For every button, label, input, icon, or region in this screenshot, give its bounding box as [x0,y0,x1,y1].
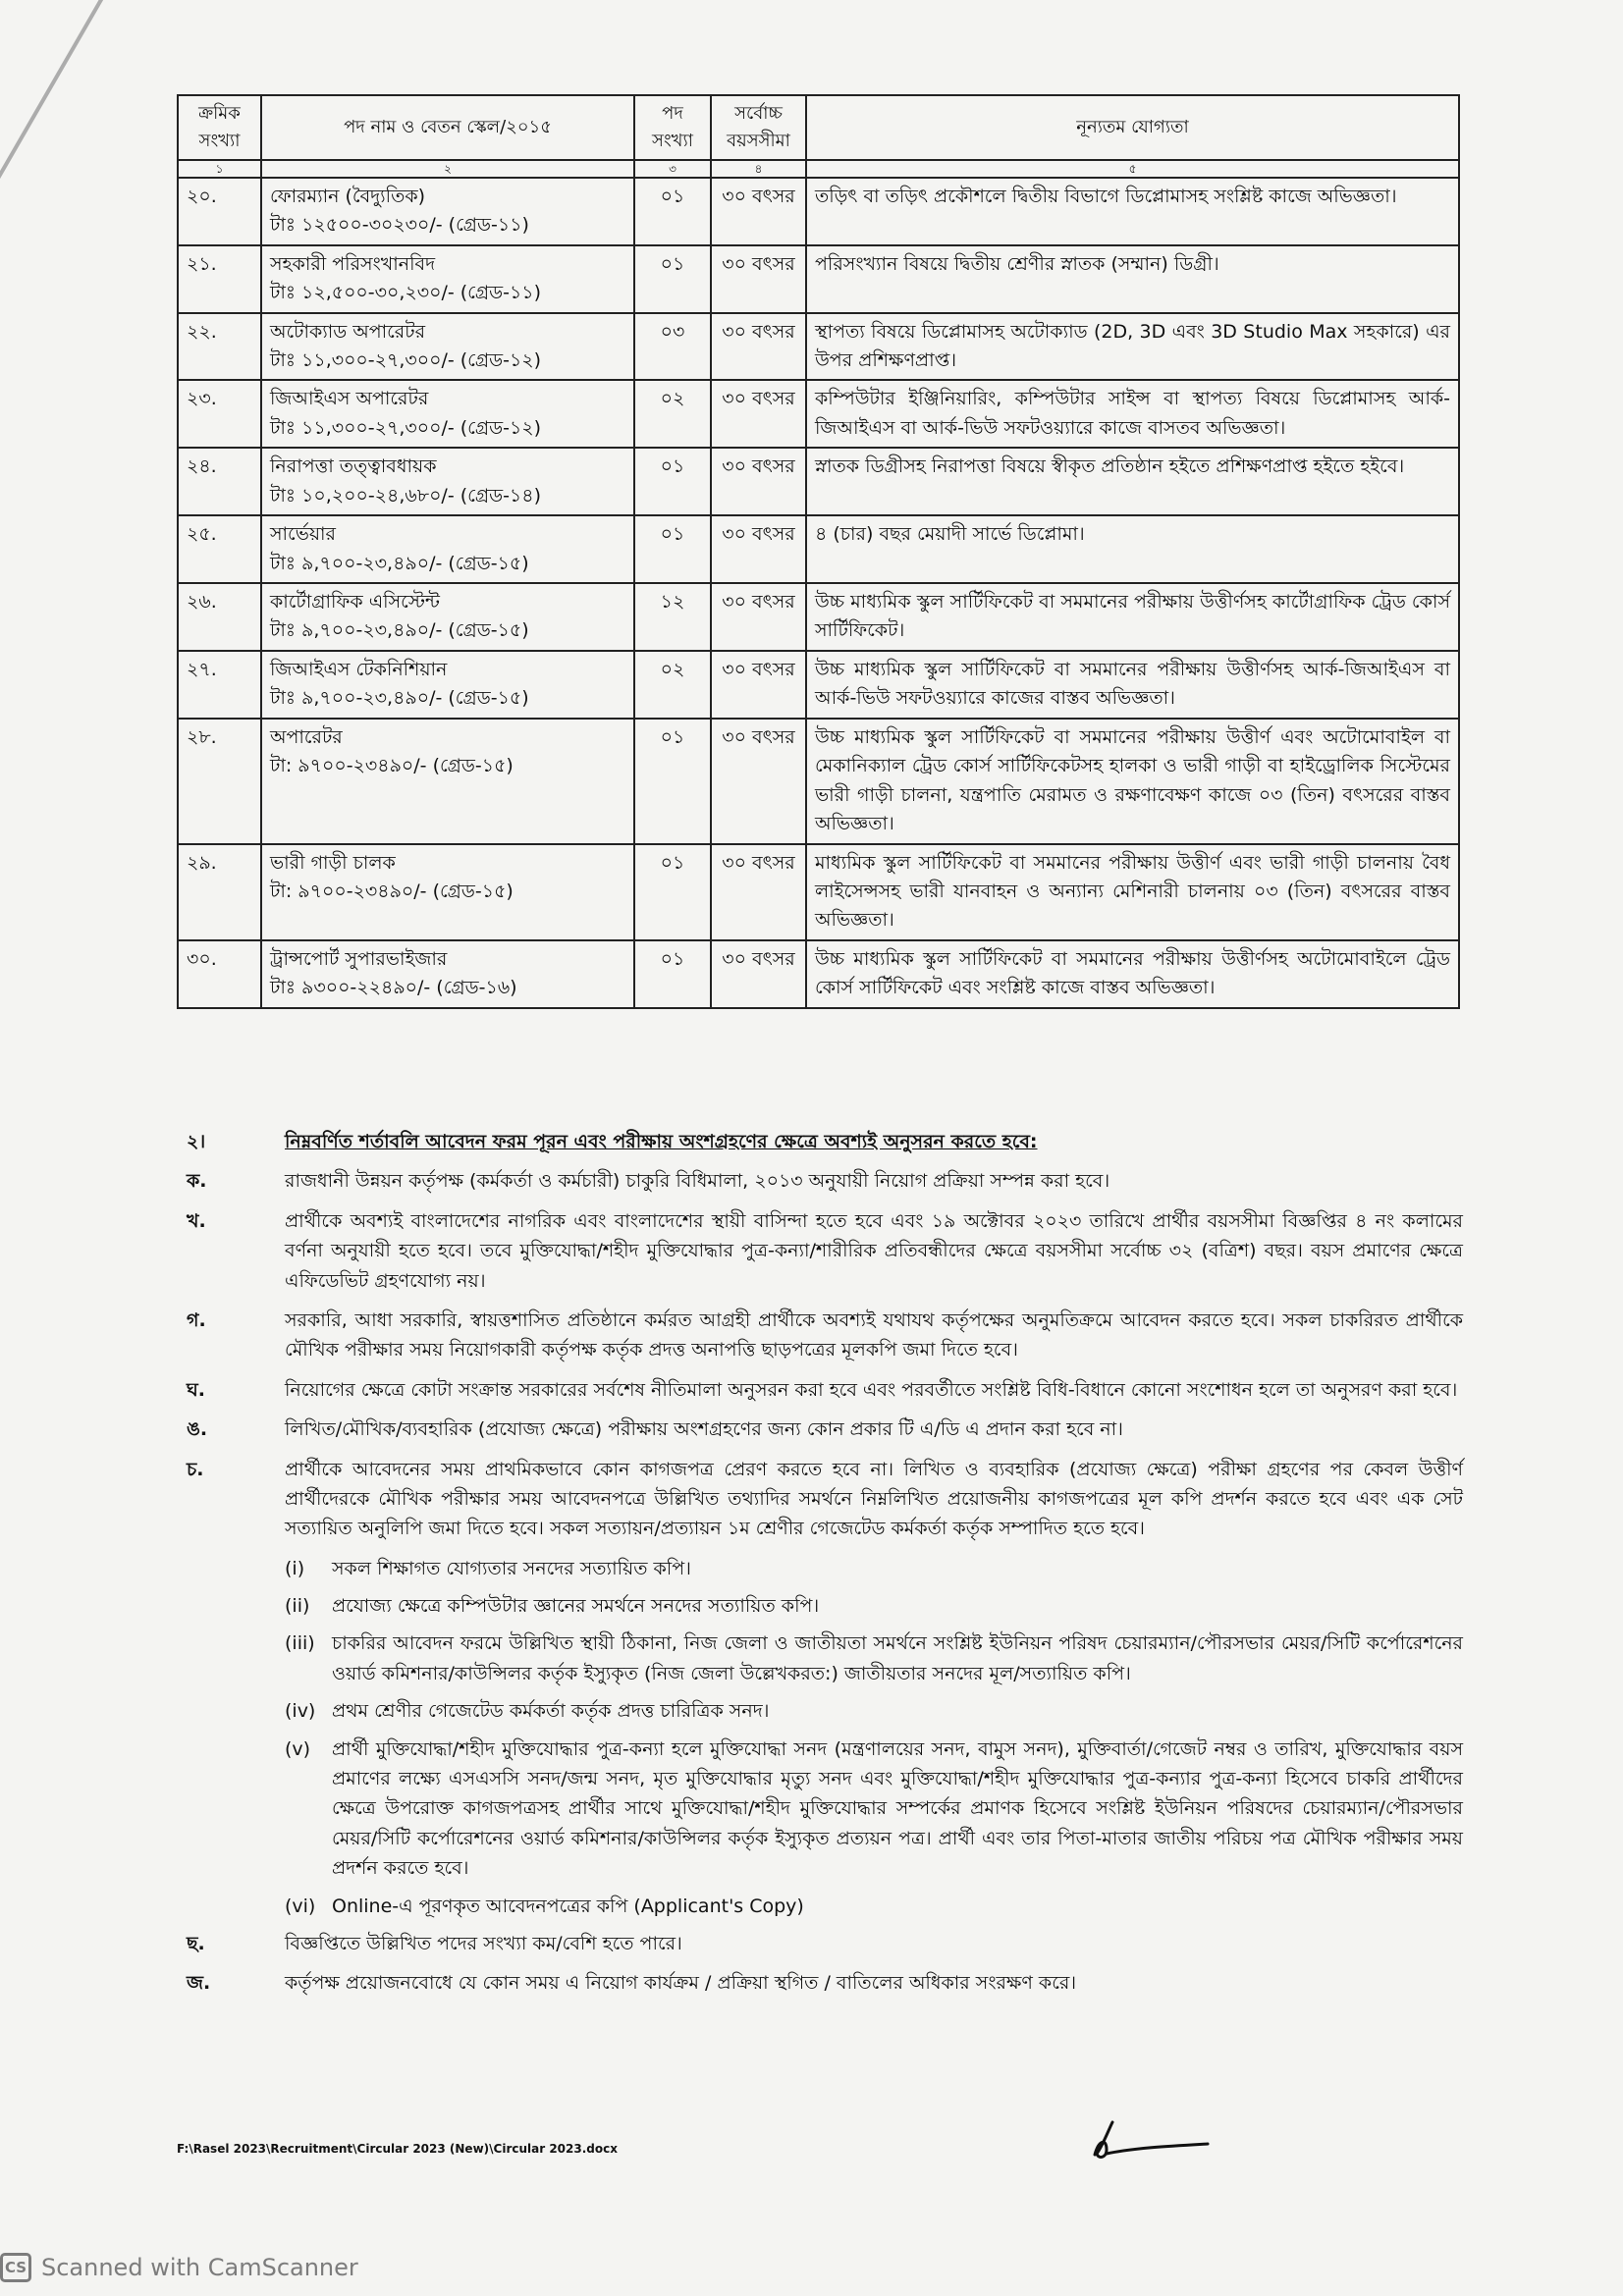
document-item-label: (ii) [285,1595,310,1618]
row-qualification: মাধ্যমিক স্কুল সার্টিফিকেট বা সমমানের পরীক্ষায় উত্তীর্ণ এবং ভারী গাড়ী চালনায় বৈধ লাইসেন্সসহ ভারী যানবাহন ও অন্যান্য মেশিনারী চালনায় ০৩ (তিন) বৎসরের বাস্তব অভিজ্ঞতা। [806,844,1459,940]
row-qualification: উচ্চ মাধ্যমিক স্কুল সার্টিফিকেট বা সমমানের পরীক্ষায় উত্তীর্ণ এবং অটোমোবাইল বা মেকানিক্যাল ট্রেড কোর্স সার্টিফিকেটসহ হালকা ও ভারী গাড়ী বা হাইড্রোলিক সিস্টেমের ভারী গাড়ী চালনা, যন্ত্রপাতি মেরামত ও রক্ষণাবেক্ষণ কাজে ০৩ (তিন) বৎসরের বাস্তব অভিজ্ঞতা। [806,719,1459,844]
row-age-limit: ৩০ বৎসর [711,515,806,583]
condition-item-text: প্রার্থীকে আবেদনের সময় প্রাথমিকভাবে কোন কাগজপত্র প্রেরণ করতে হবে না। লিখিত ও ব্যবহারিক (প্রযোজ্য ক্ষেত্রে) পরীক্ষা গ্রহণের পর কেবল উত্তীর্ণ প্রার্থীদেরকে মৌখিক পরীক্ষার সময় আবেদনপত্রে উল্লিখিত তথ্যাদির সমর্থনে নিম্নলিখিত প্রয়োজনীয় কাগজপত্রের মূল কপি প্রদর্শন করতে হবে এবং এক সেট সত্যায়িত অনুলিপি জমা দিতে হবে। সকল সত্যায়ন/প্রত্যায়ন ১ম শ্রেণীর গেজেটেড কর্মকর্তা কর্তৃক সম্পাদিত হতে হবে। [285,1458,1463,1540]
row-age-limit: ৩০ বৎসর [711,651,806,719]
table-row [178,380,1459,448]
row-post-name: জিআইএস টেকনিশিয়ান [270,658,448,680]
row-pay-scale: টাঃ ১১,৩০০-২৭,৩০০/- (গ্রেড-১২) [270,348,542,371]
row-qualification: পরিসংখ্যান বিষয়ে দ্বিতীয় শ্রেণীর স্নাতক (সম্মান) ডিগ্রী। [806,245,1459,313]
row-age-limit: ৩০ বৎসর [711,380,806,448]
row-post-count: ০১ [634,844,711,940]
row-post-cell [261,448,634,515]
row-age-limit: ৩০ বৎসর [711,245,806,313]
row-post-name: কার্টোগ্রাফিক এসিস্টেন্ট [270,591,440,614]
row-post-name: ট্রান্সপোর্ট সুপারভাইজার [270,947,448,970]
row-age-limit: ৩০ বৎসর [711,448,806,515]
document-item [285,1696,1463,1726]
condition-item [187,1206,1463,1296]
scanner-watermark [0,2248,358,2287]
column-number: ৫ [806,160,1459,178]
row-post-name: নিরাপত্তা তত্ত্বাবধায়ক [270,455,437,478]
condition-item [187,1375,1463,1405]
row-post-name: ভারী গাড়ী চালক [270,851,396,874]
row-age-limit: ৩০ বৎসর [711,940,806,1008]
row-serial: ২৮. [178,719,261,844]
posts-table-body [178,178,1459,1008]
condition-list-tail [187,1929,1463,1999]
row-post-cell [261,178,634,245]
row-pay-scale: টা: ৯৭০০-২৩৪৯০/- (গ্রেড-১৫) [270,755,514,777]
row-qualification: উচ্চ মাধ্যমিক স্কুল সার্টিফিকেট বা সমমানের পরীক্ষায় উত্তীর্ণসহ অটোমোবাইলে ট্রেড কোর্স সার্টিফিকেট এবং সংশ্লিষ্ট কাজে বাস্তব অভিজ্ঞতা। [806,940,1459,1008]
document-item-text: সকল শিক্ষাগত যোগ্যতার সনদের সত্যায়িত কপি। [332,1557,691,1579]
row-post-count: ০১ [634,719,711,844]
condition-item [187,1929,1463,1958]
row-serial: ২১. [178,245,261,313]
document-list [285,1554,1463,1921]
column-number: ৪ [711,160,806,178]
document-item-text: চাকরির আবেদন ফরমে উল্লিখিত স্থায়ী ঠিকানা, নিজ জেলা ও জাতীয়তা সমর্থনে সংশ্লিষ্ট ইউনিয়ন পরিষদ চেয়ারম্যান/পৌরসভার মেয়র/সিটি কর্পোরেশনের ওয়ার্ড কমিশনার/কাউন্সিলর কর্তৃক ইস্যুকৃত (নিজ জেলা উল্লেখকরত:) জাতীয়তার সনদের মূল/সত্যায়িত কপি। [332,1632,1463,1684]
row-post-count: ০২ [634,651,711,719]
row-serial: ২২. [178,313,261,381]
row-qualification: উচ্চ মাধ্যমিক স্কুল সার্টিফিকেট বা সমমানের পরীক্ষায় উত্তীর্ণসহ কার্টোগ্রাফিক ট্রেড কোর্স সার্টিফিকেট। [806,583,1459,651]
row-post-count: ০১ [634,940,711,1008]
document-item [285,1554,1463,1583]
condition-item [187,1306,1463,1365]
file-path: F:\Rasel 2023\Recruitment\Circular 2023 (New)\Circular 2023.docx [177,2142,618,2156]
column-number: ২ [261,160,634,178]
table-row [178,651,1459,719]
condition-item [187,1415,1463,1444]
table-row [178,719,1459,844]
condition-list [187,1166,1463,1543]
row-post-count: ০১ [634,178,711,245]
document-item-label: (i) [285,1557,305,1579]
header-count: পদ সংখ্যা [634,95,711,160]
condition-item-label: ঙ. [187,1418,208,1441]
row-qualification: স্নাতক ডিগ্রীসহ নিরাপত্তা বিষয়ে স্বীকৃত প্রতিষ্ঠান হইতে প্রশিক্ষণপ্রাপ্ত হইতে হইবে। [806,448,1459,515]
table-row [178,178,1459,245]
conditions-heading-row [187,1127,1463,1156]
condition-item-text: কর্তৃপক্ষ প্রয়োজনবোধে যে কোন সময় এ নিয়োগ কার্যক্রম / প্রক্রিয়া স্থগিত / বাতিলের অধিকার সংরক্ষণ করে। [285,1972,1077,1995]
row-post-cell [261,380,634,448]
section-number: ২। [187,1131,206,1152]
document-item-text: প্রযোজ্য ক্ষেত্রে কম্পিউটার জ্ঞানের সমর্থনে সনদের সত্যায়িত কপি। [332,1595,820,1618]
document-item-text: Online-এ পূরণকৃত আবেদনপত্রের কপি (Applicant's Copy) [332,1895,804,1917]
row-post-count: ০২ [634,380,711,448]
row-post-cell [261,515,634,583]
row-serial: ২৭. [178,651,261,719]
condition-item-label: খ. [187,1209,206,1232]
row-post-cell [261,651,634,719]
row-qualification: তড়িৎ বা তড়িৎ প্রকৌশলে দ্বিতীয় বিভাগে ডিপ্লোমাসহ সংশ্লিষ্ট কাজে অভিজ্ঞতা। [806,178,1459,245]
conditions-heading: নিম্নবর্ণিত শর্তাবলি আবেদন ফরম পূরন এবং পরীক্ষায় অংশগ্রহণের ক্ষেত্রে অবশ্যই অনুসরন করতে হবে: [285,1131,1038,1152]
condition-item-label: ঘ. [187,1378,205,1401]
condition-item-text: সরকারি, আধা সরকারি, স্বায়ত্তশাসিত প্রতিষ্ঠানে কর্মরত আগ্রহী প্রার্থীকে অবশ্যই যথাযথ কর্তৃপক্ষের অনুমতিক্রমে আবেদন করতে হবে। সকল চাকরিরত প্রার্থীকে মৌখিক পরীক্ষার সময় নিয়োগকারী কর্তৃপক্ষ কর্তৃক প্রদত্ত অনাপত্তি ছাড়পত্রের মূলকপি জমা দিতে হবে। [285,1308,1463,1362]
conditions-section [187,1127,1463,2008]
posts-table [177,94,1460,1009]
table-row [178,515,1459,583]
row-pay-scale: টাঃ ৯৩০০-২২৪৯০/- (গ্রেড-১৬) [270,977,517,999]
row-age-limit: ৩০ বৎসর [711,719,806,844]
header-age: সর্বোচ্চ বয়সসীমা [711,95,806,160]
condition-item-label: চ. [187,1458,204,1480]
condition-item-text: প্রার্থীকে অবশ্যই বাংলাদেশের নাগরিক এবং বাংলাদেশের স্থায়ী বাসিন্দা হতে হবে এবং ১৯ অক্টোবর ২০২৩ তারিখে প্রার্থীর বয়সসীমা বিজ্ঞপ্তির ৪ নং কলামের বর্ণনা অনুযায়ী হতে হবে। তবে মুক্তিযোদ্ধা/শহীদ মুক্তিযোদ্ধার পুত্র-কন্যা/শারীরিক প্রতিবন্ধীদের ক্ষেত্রে বয়সসীমা সর্বোচ্চ ৩২ (বত্রিশ) বছর। বয়স প্রমাণের ক্ষেত্রে এফিডেভিট গ্রহণযোগ্য নয়। [285,1209,1463,1292]
header-qualification: নূন্যতম যোগ্যতা [806,95,1459,160]
document-item-label: (v) [285,1737,311,1760]
row-post-name: জিআইএস অপারেটর [270,388,429,410]
row-post-cell [261,719,634,844]
row-pay-scale: টাঃ ১০,২০০-২৪,৬৮০/- (গ্রেড-১৪) [270,484,541,507]
document-item-label: (iv) [285,1700,316,1723]
row-qualification: কম্পিউটার ইঞ্জিনিয়ারিং, কম্পিউটার সাইন্স বা স্থাপত্য বিষয়ে ডিপ্লোমাসহ আর্ক-জিআইএস বা আর্ক-ভিউ সফটওয়্যারে কাজে বাসতব অভিজ্ঞতা। [806,380,1459,448]
condition-item-label: ছ. [187,1932,205,1954]
row-post-cell [261,940,634,1008]
row-qualification: ৪ (চার) বছর মেয়াদী সার্ভে ডিপ্লোমা। [806,515,1459,583]
row-serial: ২৫. [178,515,261,583]
row-serial: ৩০. [178,940,261,1008]
condition-item-label: গ. [187,1308,206,1331]
signature [1085,2110,1213,2169]
row-qualification: উচ্চ মাধ্যমিক স্কুল সার্টিফিকেট বা সমমানের পরীক্ষায় উত্তীর্ণসহ আর্ক-জিআইএস বা আর্ক-ভিউ সফটওয়্যারে কাজের বাস্তব অভিজ্ঞতা। [806,651,1459,719]
row-age-limit: ৩০ বৎসর [711,178,806,245]
row-post-name: ফোরম্যান (বৈদ্যুতিক) [270,185,426,207]
row-serial: ২৩. [178,380,261,448]
condition-item-text: বিজ্ঞপ্তিতে উল্লিখিত পদের সংখ্যা কম/বেশি হতে পারে। [285,1932,682,1954]
table-header-row [178,95,1459,160]
row-post-count: ০১ [634,448,711,515]
table-row [178,844,1459,940]
condition-item-text: নিয়োগের ক্ষেত্রে কোটা সংক্রান্ত সরকারের সর্বশেষ নীতিমালা অনুসরন করা হবে এবং পরবর্তীতে সংশ্লিষ্ট বিধি-বিধানে কোনো সংশোধন হলে তা অনুসরণ করা হবে। [285,1378,1458,1401]
row-post-cell [261,583,634,651]
condition-item-label: জ. [187,1972,211,1995]
column-number-row [178,160,1459,178]
table-row [178,448,1459,515]
table-row [178,583,1459,651]
row-pay-scale: টাঃ ১২,৫০০-৩০,২৩০/- (গ্রেড-১১) [270,282,542,304]
row-post-cell [261,313,634,381]
condition-item-text: লিখিত/মৌখিক/ব্যবহারিক (প্রযোজ্য ক্ষেত্রে) পরীক্ষায় অংশগ্রহণের জন্য কোন প্রকার টি এ/ডি এ প্রদান করা হবে না। [285,1418,1123,1441]
condition-item [187,1455,1463,1544]
row-post-count: ০১ [634,515,711,583]
table-row [178,313,1459,381]
row-post-name: সহকারী পরিসংখানবিদ [270,252,436,275]
document-item [285,1892,1463,1921]
row-age-limit: ৩০ বৎসর [711,583,806,651]
table-row [178,245,1459,313]
condition-item [187,1166,1463,1196]
scan-edge-mark [0,0,112,292]
row-pay-scale: টাঃ ১১,৩০০-২৭,৩০০/- (গ্রেড-১২) [270,416,542,439]
column-number: ৩ [634,160,711,178]
document-item-text: প্রার্থী মুক্তিযোদ্ধা/শহীদ মুক্তিযোদ্ধার পুত্র-কন্যা হলে মুক্তিযোদ্ধা সনদ (মন্ত্রণালয়ের সনদ, বামুস সনদ), মুক্তিবার্তা/গেজেট নম্বর ও তারিখ, মুক্তিযোদ্ধার বয়স প্রমাণের লক্ষ্যে এসএসসি সনদ/জন্ম সনদ, মৃত মুক্তিযোদ্ধার মৃত্যু সনদ এবং মুক্তিযোদ্ধা/শহীদ মুক্তিযোদ্ধার পুত্র-কন্যার পুত্র-কন্যা হিসেবে চাকরি প্রার্থীদের ক্ষেত্রে উপরোক্ত কাগজপত্রসহ প্রার্থীর সাথে মুক্তিযোদ্ধা/শহীদ মুক্তিযোদ্ধার সম্পর্কের প্রমাণক হিসেবে সংশ্লিষ্ট ইউনিয়ন পরিষদের চেয়ারম্যান/পৌরসভার মেয়র/সিটি কর্পোরেশনের ওয়ার্ড কমিশনার/কাউন্সিলর কর্তৃক ইস্যুকৃত প্রত্যয়ন পত্র। প্রার্থী এবং তার পিতা-মাতার জাতীয় পরিচয় পত্র মৌখিক পরীক্ষার সময় প্রদর্শন করতে হবে। [332,1737,1463,1880]
document-item-label: (iii) [285,1632,315,1655]
row-pay-scale: টাঃ ৯,৭০০-২৩,৪৯০/- (গ্রেড-১৫) [270,619,529,642]
row-post-count: ০১ [634,245,711,313]
row-pay-scale: টাঃ ৯,৭০০-২৩,৪৯০/- (গ্রেড-১৫) [270,687,529,710]
header-serial: ক্রমিক সংখ্যা [178,95,261,160]
document-item [285,1735,1463,1884]
scanner-label: Scanned with CamScanner [41,2254,358,2281]
camscanner-icon: CS [0,2253,31,2282]
condition-item [187,1968,1463,1998]
header-post: পদ নাম ও বেতন স্কেল/২০১৫ [261,95,634,160]
document-item [285,1591,1463,1621]
row-pay-scale: টাঃ ১২৫০০-৩০২৩০/- (গ্রেড-১১) [270,214,529,237]
row-post-cell [261,245,634,313]
row-post-cell [261,844,634,940]
row-pay-scale: টা: ৯৭০০-২৩৪৯০/- (গ্রেড-১৫) [270,880,514,902]
row-post-count: ০৩ [634,313,711,381]
row-age-limit: ৩০ বৎসর [711,844,806,940]
row-qualification: স্থাপত্য বিষয়ে ডিপ্লোমাসহ অটোক্যাড (2D, 3D এবং 3D Studio Max সহকারে) এর উপর প্রশিক্ষণপ্রাপ্ত। [806,313,1459,381]
document-item [285,1629,1463,1688]
table-row [178,940,1459,1008]
column-number: ১ [178,160,261,178]
condition-item-label: ক. [187,1170,207,1193]
row-post-name: অটোক্যাড অপারেটর [270,320,426,343]
row-age-limit: ৩০ বৎসর [711,313,806,381]
row-serial: ২৪. [178,448,261,515]
condition-item-text: রাজধানী উন্নয়ন কর্তৃপক্ষ (কর্মকর্তা ও কর্মচারী) চাকুরি বিধিমালা, ২০১৩ অনুযায়ী নিয়োগ প্রক্রিয়া সম্পন্ন করা হবে। [285,1170,1110,1193]
row-post-name: সার্ভেয়ার [270,523,337,546]
row-serial: ২০. [178,178,261,245]
document-item-text: প্রথম শ্রেণীর গেজেটেড কর্মকর্তা কর্তৃক প্রদত্ত চারিত্রিক সনদ। [332,1700,770,1723]
row-serial: ২৬. [178,583,261,651]
row-pay-scale: টাঃ ৯,৭০০-২৩,৪৯০/- (গ্রেড-১৫) [270,552,529,574]
row-post-count: ১২ [634,583,711,651]
row-serial: ২৯. [178,844,261,940]
document-item-label: (vi) [285,1895,316,1917]
row-post-name: অপারেটর [270,725,343,748]
